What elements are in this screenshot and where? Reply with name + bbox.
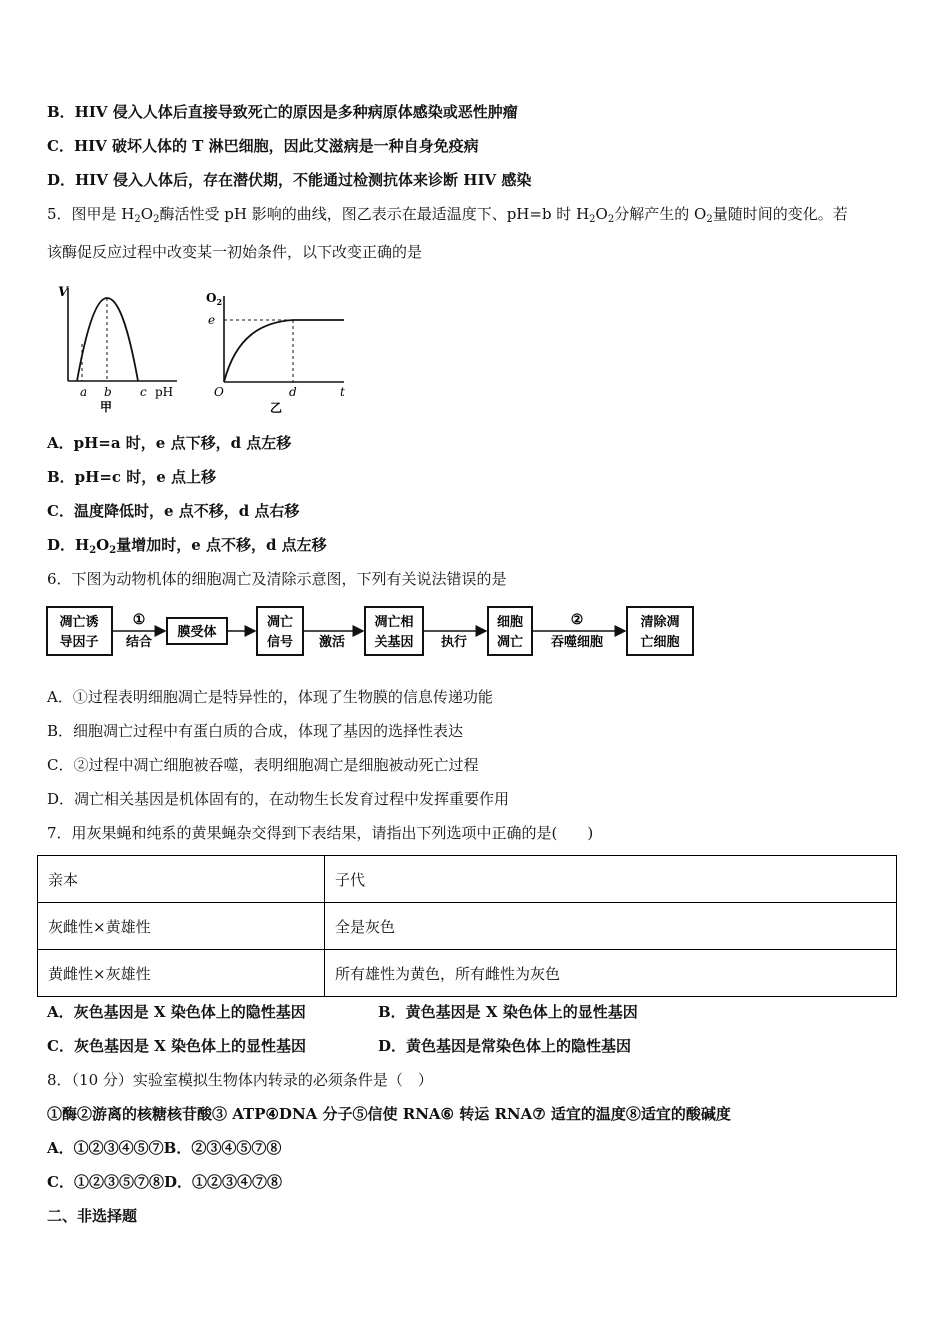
fig-b-o2-curve	[224, 320, 344, 382]
fig-a-tick-b: b	[104, 385, 112, 399]
table-header-offspring: 子代	[325, 856, 897, 903]
q8-options-ab: A．①②③④⑤⑦B．②③④⑤⑦⑧	[47, 1139, 282, 1157]
q8-stem: 8．（10 分）实验室模拟生物体内转录的必须条件是（ ）	[47, 1071, 433, 1089]
q5-option-a: A．pH=a 时，e 点下移，d 点左移	[47, 434, 292, 452]
q8-options-cd: C．①②③⑤⑦⑧D．①②③④⑦⑧	[47, 1173, 282, 1191]
q7-option-d: D．黄色基因是常染色体上的隐性基因	[378, 1037, 632, 1055]
flow-box-apoptosis-l2: 凋亡	[496, 635, 524, 650]
flow-arrow-bind-label: 结合	[125, 635, 153, 650]
table-row	[38, 903, 897, 950]
q5-option-d: D．$H_2O_2$量增加时，e 点不移，d 点左移	[47, 536, 327, 556]
flow-box-genes-l2: 关基因	[374, 635, 414, 650]
q5-figure-b	[204, 284, 354, 419]
flow-box-clear-l1: 清除凋	[640, 615, 680, 630]
q7-cross-table	[37, 855, 897, 997]
q4-option-c: C．HIV 破坏人体的 T 淋巴细胞，因此艾滋病是一种自身免疫病	[47, 137, 479, 155]
table-cell-offspring: 所有雄性为黄色，所有雌性为灰色	[325, 950, 897, 997]
flow-box-signal-l2: 信号	[266, 635, 294, 650]
flow-box-signal-l1: 凋亡	[266, 615, 294, 630]
flow-box-receptor-label: 膜受体	[177, 625, 217, 640]
table-cell-parent: 黄雌性×灰雄性	[38, 950, 325, 997]
flow-box-genes-l1: 凋亡相	[374, 615, 414, 630]
fig-b-t-label: t	[340, 385, 345, 399]
q6-stem: 6．下图为动物机体的细胞凋亡及清除示意图，下列有关说法错误的是	[47, 570, 507, 588]
q5-option-c: C．温度降低时，e 点不移，d 点右移	[47, 502, 300, 520]
fig-b-e-label: e	[208, 313, 216, 327]
flow-box-apoptosis-l1: 细胞	[496, 615, 524, 630]
flow-arrow-execute-label: 执行	[440, 635, 468, 650]
fig-a-tick-ph: pH	[155, 385, 174, 399]
fig-b-caption: 乙	[270, 401, 283, 415]
fig-b-origin: O	[214, 385, 224, 399]
table-header-row	[38, 856, 897, 903]
table-row	[38, 950, 897, 997]
q5-figure-a	[52, 280, 192, 415]
q5-option-b: B．pH=c 时，e 点上移	[47, 468, 217, 486]
q6-option-b: B．细胞凋亡过程中有蛋白质的合成，体现了基因的选择性表达	[47, 722, 464, 740]
flow-arrow-phagocyte-label: 吞噬细胞	[550, 635, 604, 650]
flow-arrow-activate-label: 激活	[318, 635, 346, 650]
q7-stem: 7．用灰果蝇和纯系的黄果蝇杂交得到下表结果，请指出下列选项中正确的是( )	[47, 824, 594, 842]
q5-stem-line1: 5．图甲是 $H_2O_2$酶活性受 pH 影响的曲线，图乙表示在最适温度下、pH=b 时 $H_2O_2$分解产生的 $O_2$量随时间的变化。若	[47, 205, 848, 225]
fig-a-y-label: V	[58, 285, 69, 300]
q7-option-b: B．黄色基因是 X 染色体上的显性基因	[378, 1003, 638, 1021]
q4-option-b: B．HIV 侵入人体后直接导致死亡的原因是多种病原体感染或恶性肿瘤	[47, 103, 518, 121]
fig-a-tick-a: a	[80, 385, 88, 399]
q8-conditions: ①酶②游离的核糖核苷酸③ ATP④DNA 分子⑤信使 RNA⑥ 转运 RNA⑦ 适宜的温度⑧适宜的酸碱度	[47, 1105, 731, 1123]
flow-box-clear-l2: 亡细胞	[640, 635, 680, 650]
q6-option-a: A．①过程表明细胞凋亡是特异性的，体现了生物膜的信息传递功能	[47, 688, 493, 706]
flow-box-inducer-l2: 导因子	[59, 635, 99, 650]
q6-option-c: C．②过程中凋亡细胞被吞噬，表明细胞凋亡是细胞被动死亡过程	[47, 756, 479, 774]
fig-b-y-label: $O_2$	[206, 291, 223, 307]
table-header-parent: 亲本	[38, 856, 325, 903]
q6-option-d: D．凋亡相关基因是机体固有的，在动物生长发育过程中发挥重要作用	[47, 790, 510, 808]
section-heading: 二、非选择题	[47, 1207, 138, 1225]
table-cell-parent: 灰雌性×黄雄性	[38, 903, 325, 950]
table-cell-offspring: 全是灰色	[325, 903, 897, 950]
flow-box-inducer-l1: 凋亡诱	[59, 615, 99, 630]
fig-a-tick-c: c	[140, 385, 147, 399]
q5-stem-line2: 该酶促反应过程中改变某一初始条件，以下改变正确的是	[47, 243, 423, 261]
flow-step-2: ②	[570, 612, 584, 628]
q7-option-a: A．灰色基因是 X 染色体上的隐性基因	[47, 1003, 306, 1021]
q4-option-d: D．HIV 侵入人体后，存在潜伏期，不能通过检测抗体来诊断 HIV 感染	[47, 171, 532, 189]
q6-apoptosis-flowchart	[45, 600, 700, 662]
q7-option-c: C．灰色基因是 X 染色体上的显性基因	[47, 1037, 307, 1055]
fig-b-d-label: d	[289, 385, 297, 399]
flow-step-1: ①	[132, 612, 146, 628]
fig-a-caption: 甲	[100, 400, 113, 414]
